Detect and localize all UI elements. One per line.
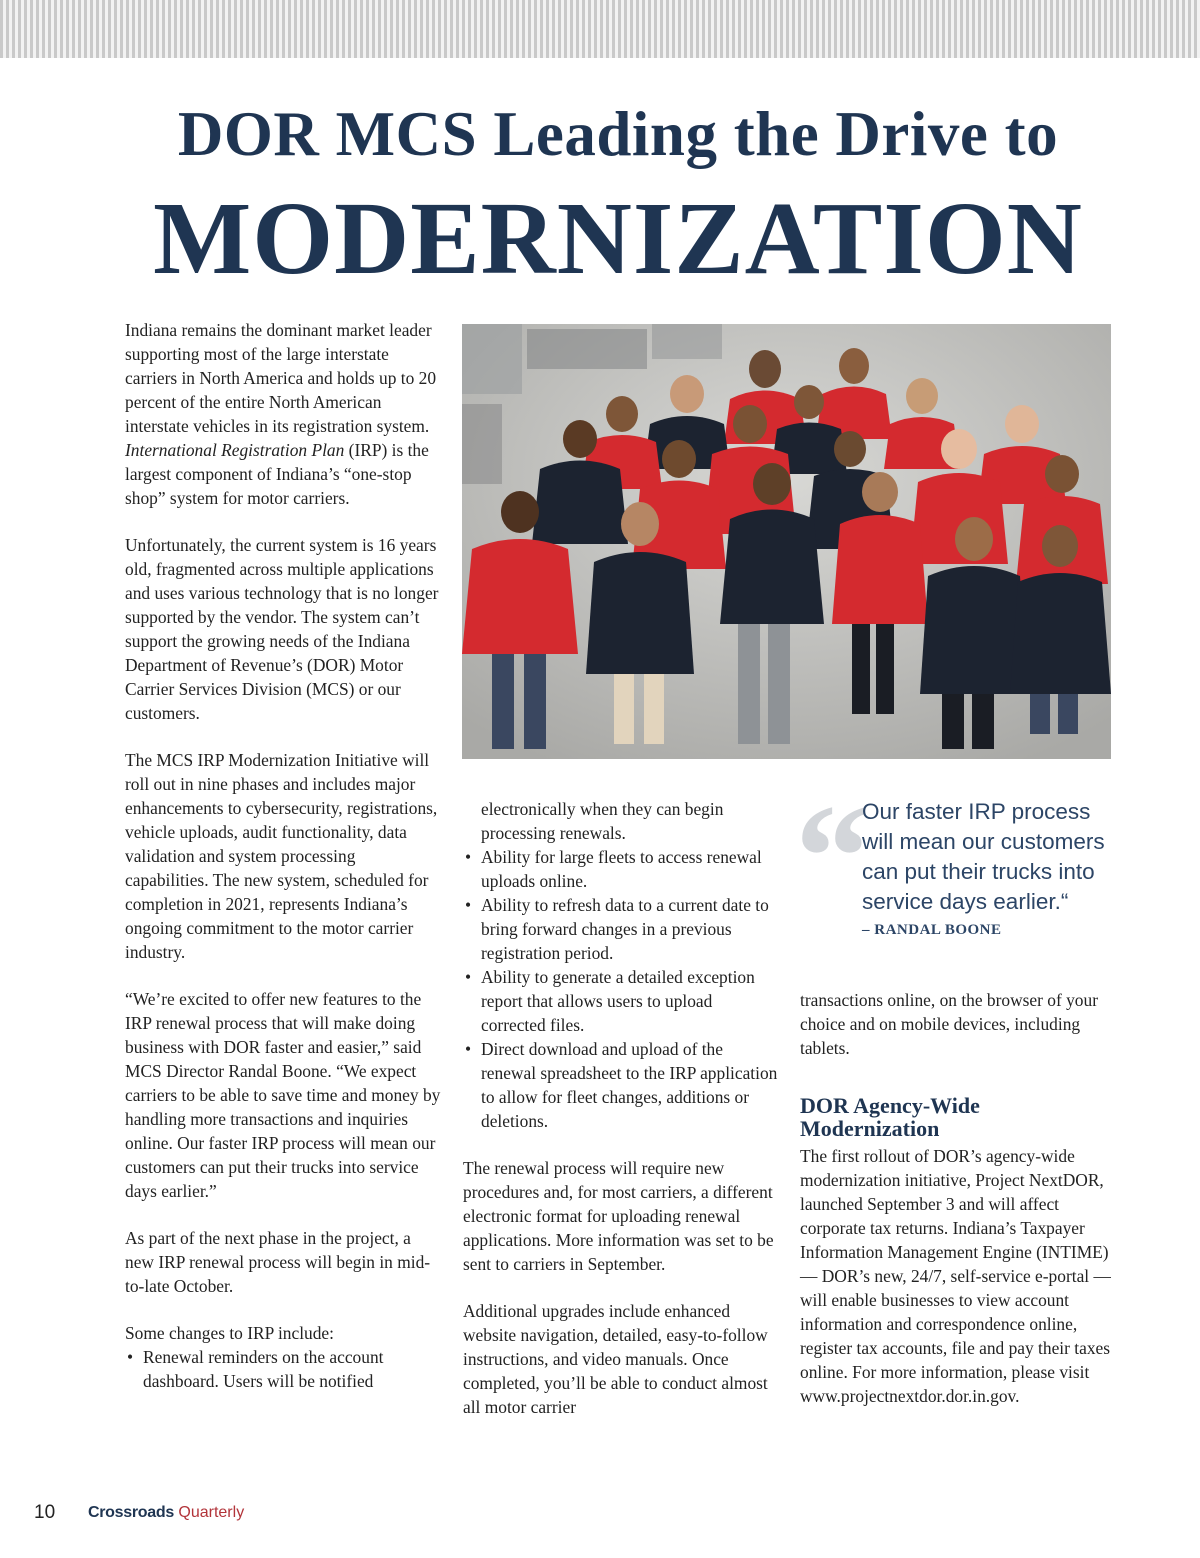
pullquote-attribution: – RANDAL BOONE <box>862 922 1002 938</box>
paragraph-current-system: Unfortunately, the current system is 16 years old, fragmented across multiple applications and uses various technology that is no longer supported by the vendor. The system can’t support the growing needs of the Indiana Department of Revenue’s (DOR) Motor Carrier Services Division (MCS) or our customers. <box>125 535 439 723</box>
pullquote-text: Our faster IRP process will mean our customers can put their trucks into service days earlier.“ <box>862 799 1105 914</box>
list-item-continued: electronically when they can begin processing renewals. <box>481 799 724 843</box>
brand-quarterly: Quarterly <box>178 1504 245 1521</box>
paragraph-initiative: The MCS IRP Modernization Initiative will roll out in nine phases and includes major enhancements to cybersecurity, registrations, vehicle uploads, audit functionality, data validation and system processing capabilities. The new system, scheduled for completion in 2021, represents Indiana’s ongoing commitment to the motor carrier industry. <box>125 750 438 962</box>
article-column-2 <box>463 797 781 1419</box>
brand-crossroads: Crossroads <box>88 1504 174 1521</box>
list-item: • Ability to generate a detailed exception report that allows users to upload corrected files. <box>463 965 781 1037</box>
list-item: • Ability to refresh data to a current date to bring forward changes in a previous registration period. <box>463 893 781 965</box>
changes-list-start <box>125 1345 443 1393</box>
top-stripe-decoration <box>0 0 1200 58</box>
headline-line1: DOR MCS Leading the Drive to <box>177 99 1059 169</box>
list-item: • Ability for large fleets to access renewal uploads online. <box>463 845 781 893</box>
paragraph-additional-upgrades: Additional upgrades include enhanced website navigation, detailed, easy-to-follow instructions, and video manuals. Once completed, you’ll be able to conduct almost all motor carrier <box>463 1301 768 1417</box>
changes-list <box>463 845 781 1133</box>
list-item: • Renewal reminders on the account dashboard. Users will be notified <box>125 1345 443 1393</box>
headline-line2: MODERNIZATION <box>153 181 1083 296</box>
paragraph-boone-quote: “We’re excited to offer new features to the IRP renewal process that will make doing business with DOR faster and easier,” said MCS Director Randal Boone. “We expect carriers to be able to save time and money by handling more transactions and inquiries online. Our faster IRP process will mean our customers can put their trucks into service days earlier.” <box>125 989 441 1201</box>
paragraph-transactions-online: transactions online, on the browser of your choice and on mobile devices, including tablets. <box>800 990 1098 1058</box>
article-column-1 <box>125 318 443 1393</box>
section-subhead: DOR Agency-Wide Modernization <box>800 1093 980 1141</box>
page-number: 10 <box>34 1502 56 1523</box>
team-photo <box>462 324 1111 759</box>
publication-brand <box>88 1504 244 1522</box>
paragraph-changes-intro: Some changes to IRP include: <box>125 1323 334 1343</box>
paragraph-renewal-process: The renewal process will require new procedures and, for most carriers, a different electronic format for uploading renewal applications. More information was set to be sent to carriers in September. <box>463 1158 774 1274</box>
team-photo-illustration <box>462 324 1111 759</box>
paragraph-next-phase: As part of the next phase in the project, a new IRP renewal process will begin in mid-to-late October. <box>125 1228 431 1296</box>
irp-italic: International Registration Plan <box>125 440 345 460</box>
paragraph-nextdor: The first rollout of DOR’s agency-wide modernization initiative, Project NextDOR, launched September 3 and will affect corporate tax returns. Indiana’s Taxpayer Information Management Engine (INTIME) — DOR’s new, 24/7, self-service e-portal — will enable businesses to view account information and correspondence online, register tax accounts, file and pay their taxes online. For more information, please visit www.projectnextdor.dor.in.gov. <box>800 1146 1111 1406</box>
list-item: • Direct download and upload of the renewal spreadsheet to the IRP application to allow for fleet changes, additions or deletions. <box>463 1037 781 1133</box>
paragraph-irp-intro: Indiana remains the dominant market leader supporting most of the large interstate carriers in North America and holds up to 20 percent of the entire North American interstate vehicles in its registration system. International Registration Plan (IRP) is the largest component of Indiana’s “one-stop shop” system for motor carriers. <box>125 320 437 508</box>
article-column-3 <box>800 988 1115 1408</box>
quote-mark-icon: “ <box>795 774 870 940</box>
